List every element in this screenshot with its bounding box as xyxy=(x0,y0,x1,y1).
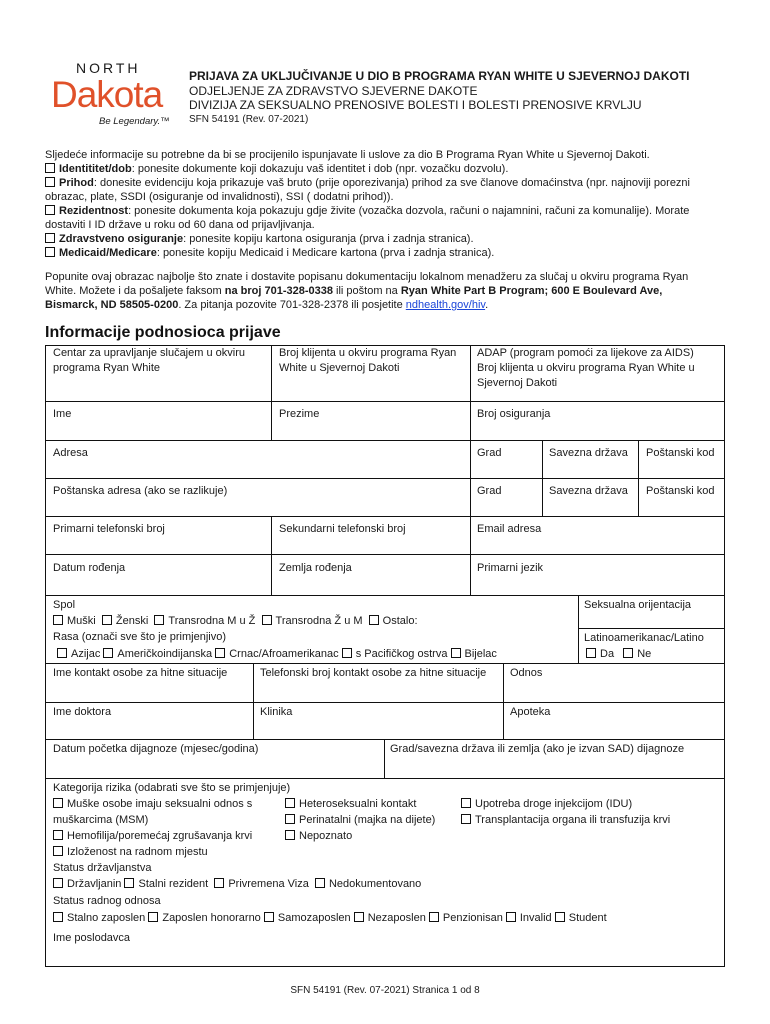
mailing-address-label: Poštanska adresa (ako se razlikuje) xyxy=(53,485,228,497)
doc-item-residency-cont: dostaviti I ID države u roku od 60 dana od prijavljivanja. xyxy=(45,219,315,231)
case-center-label: Centar za upravljanje slučajem u okviru xyxy=(53,347,245,359)
emergency-phone-label: Telefonski broj kontakt osobe za hitne situacije xyxy=(260,667,487,679)
city-label: Grad xyxy=(477,447,502,459)
checkbox[interactable] xyxy=(555,912,565,922)
website-link[interactable]: ndhealth.gov/hiv xyxy=(405,299,486,311)
last-name-label: Prezime xyxy=(279,408,320,420)
secondary-phone-label: Sekundarni telefonski broj xyxy=(279,523,406,535)
emergency-contact-label: Ime kontakt osobe za hitne situacije xyxy=(53,667,228,679)
risk-hetero: Heteroseksualni kontakt xyxy=(285,797,416,812)
orientation-label: Seksualna orijentacija xyxy=(584,599,692,611)
client-number-label: Broj klijenta u okviru programa Ryan xyxy=(279,347,457,359)
insurance-number-label: Broj osiguranja xyxy=(477,408,551,420)
address-label: Adresa xyxy=(53,447,88,459)
employer-label: Ime poslodavca xyxy=(53,932,131,944)
division-name: DIVIZIJA ZA SEKSUALNO PRENOSIVE BOLESTI I BOLESTI PRENOSIVE KRVLJU xyxy=(189,98,642,112)
checkbox[interactable] xyxy=(53,798,63,808)
doc-item-identity: Identititet/dob: ponesite dokumente koji dokazuju vaš identitet i dob (npr. vozačku dozvolu). xyxy=(45,162,508,176)
doc-item-income: Prihod: donesite evidenciju koja prikazuje vaš bruto (prije oporezivanja) prihod za sve članove domaćinstva (npr. najnoviji porezni xyxy=(45,176,690,190)
checkbox[interactable] xyxy=(285,830,295,840)
checkbox[interactable] xyxy=(451,648,461,658)
checkbox[interactable] xyxy=(461,814,471,824)
risk-perinatal: Perinatalni (majka na dijete) xyxy=(285,813,435,828)
zip-label: Poštanski kod xyxy=(646,447,715,459)
primary-phone-label: Primarni telefonski broj xyxy=(53,523,165,535)
doc-item-insurance: Zdravstveno osiguranje: ponesite kopiju kartona osiguranja (prva i zadnja stranica). xyxy=(45,232,474,246)
checkbox[interactable] xyxy=(623,648,633,658)
diagnosis-date-label: Datum početka dijagnoze (mjesec/godina) xyxy=(53,743,259,755)
employment-label: Status radnog odnosa xyxy=(53,895,161,907)
client-number-label-2: White u Sjevernoj Dakoti xyxy=(279,362,400,374)
mailing-state-label: Savezna država xyxy=(549,485,628,497)
logo-dakota: Dakota xyxy=(51,74,163,115)
dob-label: Datum rođenja xyxy=(53,562,126,574)
checkbox[interactable] xyxy=(57,648,67,658)
adap-label-2: Broj klijenta u okviru programa Ryan White u xyxy=(477,362,695,374)
doctor-label: Ime doktora xyxy=(53,706,112,718)
gender-options: Muški Ženski Transrodna M u Ž Transrodna Ž u M Ostalo: xyxy=(53,614,418,629)
risk-idu: Upotreba droge injekcijom (IDU) xyxy=(461,797,632,812)
email-label: Email adresa xyxy=(477,523,542,535)
risk-hemophilia: Hemofilija/poremećaj zgrušavanja krvi xyxy=(53,829,252,844)
race-label: Rasa (označi sve što je primjenjivo) xyxy=(53,631,227,643)
pharmacy-label: Apoteka xyxy=(510,706,551,718)
citizenship-options: Državljanin Stalni rezident Privremena Viza Nedokumentovano xyxy=(53,877,421,892)
checkbox[interactable] xyxy=(506,912,516,922)
checkbox[interactable] xyxy=(53,846,63,856)
department-name: ODJELJENJE ZA ZDRAVSTVO SJEVERNE DAKOTE xyxy=(189,84,478,98)
primary-language-label: Primarni jezik xyxy=(477,562,544,574)
checkbox[interactable] xyxy=(148,912,158,922)
first-name-label: Ime xyxy=(53,408,72,420)
diagnosis-place-label: Grad/savezna država ili zemlja (ako je izvan SAD) dijagnoze xyxy=(390,743,685,755)
doc-item-medicaid: Medicaid/Medicare: ponesite kopiju Medicaid i Medicare kartona (prva i zadnja stranica). xyxy=(45,246,494,260)
checkbox[interactable] xyxy=(45,163,55,173)
checkbox[interactable] xyxy=(214,878,224,888)
logo-north: NORTH xyxy=(76,60,141,76)
checkbox[interactable] xyxy=(154,615,164,625)
checkbox[interactable] xyxy=(103,648,113,658)
checkbox[interactable] xyxy=(369,615,379,625)
risk-msm: Muške osobe imaju seksualni odnos s xyxy=(53,797,252,812)
checkbox[interactable] xyxy=(53,912,63,922)
checkbox[interactable] xyxy=(45,205,55,215)
checkbox[interactable] xyxy=(215,648,225,658)
checkbox[interactable] xyxy=(342,648,352,658)
instructions-line2: White. Možete i da pošaljete faksom na broj 701-328-0338 ili poštom na Ryan White Part B Program; 600 E Boulevard Ave, xyxy=(45,285,663,297)
checkbox[interactable] xyxy=(53,830,63,840)
instructions-line3: Bismarck, ND 58505-0200. Za pitanja pozovite 701-328-2378 ili posjetite ndhealth.gov/hiv. xyxy=(45,299,489,311)
risk-occupational: Izloženost na radnom mjestu xyxy=(53,845,208,860)
checkbox[interactable] xyxy=(285,798,295,808)
risk-category-label: Kategorija rizika (odabrati sve što se primjenjuje) xyxy=(53,782,291,794)
checkbox[interactable] xyxy=(262,615,272,625)
section-title: Informacije podnosioca prijave xyxy=(45,324,281,341)
checkbox[interactable] xyxy=(45,177,55,187)
gender-label: Spol xyxy=(53,599,76,611)
latino-label: Latinoamerikanac/Latino xyxy=(584,632,704,644)
clinic-label: Klinika xyxy=(260,706,293,718)
race-options: Azijac Američkoindijanska Crnac/Afroamerikanac s Pacifičkog ostrva Bijelac xyxy=(57,647,497,662)
logo-tagline: Be Legendary.™ xyxy=(99,116,170,127)
checkbox[interactable] xyxy=(53,615,63,625)
instructions-line1: Popunite ovaj obrazac najbolje što znate i dostavite popisanu dokumentaciju lokalnom menadžeru za slučaj u okviru programa Ryan xyxy=(45,271,689,283)
doc-item-residency: Rezidentnost: ponesite dokumenta koja pokazuju gdje živite (vozačka dozvola, računi o najamnini, računi za komunalije). Morate xyxy=(45,204,689,218)
checkbox[interactable] xyxy=(429,912,439,922)
doc-item-income-cont: obrazac, plate, SSDI (osiguranje od invalidnosti), SSI ( dodatni prihod)). xyxy=(45,191,394,203)
checkbox[interactable] xyxy=(45,233,55,243)
form-number: SFN 54191 (Rev. 07-2021) xyxy=(189,114,309,125)
citizenship-label: Status državljanstva xyxy=(53,862,152,874)
relation-label: Odnos xyxy=(510,667,543,679)
risk-transplant: Transplantacija organa ili transfuzija krvi xyxy=(461,813,670,828)
checkbox[interactable] xyxy=(315,878,325,888)
checkbox[interactable] xyxy=(124,878,134,888)
checkbox[interactable] xyxy=(354,912,364,922)
checkbox[interactable] xyxy=(285,814,295,824)
case-center-label-2: programa Ryan White xyxy=(53,362,160,374)
risk-unknown: Nepoznato xyxy=(285,829,352,844)
employment-options: Stalno zaposlen Zaposlen honorarno Samozaposlen Nezaposlen Penzionisan Invalid Student xyxy=(53,911,607,926)
checkbox[interactable] xyxy=(102,615,112,625)
mailing-city-label: Grad xyxy=(477,485,502,497)
checkbox[interactable] xyxy=(45,247,55,257)
risk-msm-cont: muškarcima (MSM) xyxy=(53,814,149,826)
checkbox[interactable] xyxy=(586,648,596,658)
birth-country-label: Zemlja rođenja xyxy=(279,562,352,574)
adap-label-3: Sjevernoj Dakoti xyxy=(477,377,558,389)
checkbox[interactable] xyxy=(53,878,63,888)
intro-lead: Sljedeće informacije su potrebne da bi se procijenilo ispunjavate li uslove za dio B Programa Ryan White u Sjevernoj Dakoti. xyxy=(45,149,650,161)
latino-options: Da Ne xyxy=(586,647,651,662)
adap-label: ADAP (program pomoći za lijekove za AIDS) xyxy=(477,347,694,359)
page-footer: SFN 54191 (Rev. 07-2021) Stranica 1 od 8 xyxy=(290,985,480,996)
form-title: PRIJAVA ZA UKLJUČIVANJE U DIO B PROGRAMA RYAN WHITE U SJEVERNOJ DAKOTI xyxy=(189,69,690,83)
state-label: Savezna država xyxy=(549,447,628,459)
mailing-zip-label: Poštanski kod xyxy=(646,485,715,497)
checkbox[interactable] xyxy=(461,798,471,808)
checkbox[interactable] xyxy=(264,912,274,922)
